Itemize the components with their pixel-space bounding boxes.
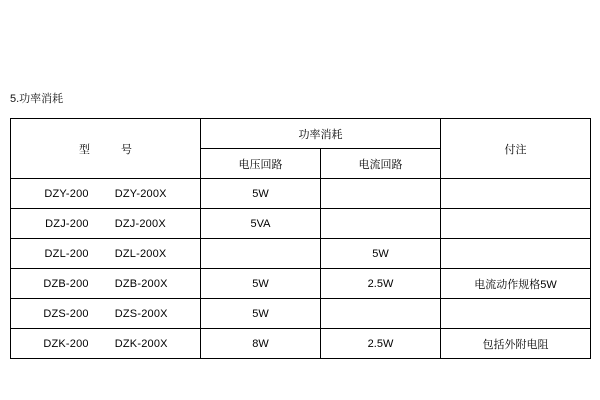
cell-note: 电流动作规格5W (441, 269, 591, 299)
cell-voltage: 5W (201, 299, 321, 329)
power-consumption-table-wrapper (10, 118, 590, 359)
cell-voltage (201, 239, 321, 269)
cell-note (441, 179, 591, 209)
model-code-a: DZL-200 (44, 247, 89, 260)
model-code-a: DZB-200 (43, 277, 89, 290)
cell-model (11, 179, 201, 209)
model-code-a: DZJ-200 (45, 217, 89, 230)
power-consumption-table (10, 118, 591, 359)
table-row (11, 209, 591, 239)
model-code-b: DZB-200X (114, 277, 168, 290)
model-code-a: DZS-200 (43, 307, 89, 320)
header-current-circuit: 电流回路 (321, 149, 441, 179)
table-row (11, 299, 591, 329)
header-note: 付注 (441, 119, 591, 179)
cell-model (11, 299, 201, 329)
table-row (11, 329, 591, 359)
cell-voltage: 8W (201, 329, 321, 359)
cell-current (321, 179, 441, 209)
cell-voltage: 5VA (201, 209, 321, 239)
cell-note (441, 209, 591, 239)
cell-voltage: 5W (201, 179, 321, 209)
header-power-group: 功率消耗 (201, 119, 441, 149)
model-code-a: DZK-200 (43, 337, 89, 350)
cell-note (441, 299, 591, 329)
table-row (11, 239, 591, 269)
cell-model (11, 239, 201, 269)
table-row (11, 179, 591, 209)
cell-voltage: 5W (201, 269, 321, 299)
cell-current: 5W (321, 239, 441, 269)
cell-current (321, 209, 441, 239)
cell-model (11, 209, 201, 239)
cell-current: 2.5W (321, 269, 441, 299)
model-code-b: DZJ-200X (114, 217, 166, 230)
model-code-b: DZY-200X (114, 187, 167, 200)
model-code-b: DZS-200X (114, 307, 168, 320)
cell-current: 2.5W (321, 329, 441, 359)
model-code-b: DZL-200X (114, 247, 167, 260)
model-code-b: DZK-200X (114, 337, 168, 350)
cell-note: 包括外附电阻 (441, 329, 591, 359)
table-header-row-1 (11, 119, 591, 149)
table-row (11, 269, 591, 299)
section-title: 5.功率消耗 (10, 93, 64, 105)
header-voltage-circuit: 电压回路 (201, 149, 321, 179)
model-code-a: DZY-200 (44, 187, 89, 200)
cell-current (321, 299, 441, 329)
cell-model (11, 329, 201, 359)
cell-model (11, 269, 201, 299)
cell-note (441, 239, 591, 269)
header-model-label: 型 号 (79, 143, 142, 156)
header-model (11, 119, 201, 179)
